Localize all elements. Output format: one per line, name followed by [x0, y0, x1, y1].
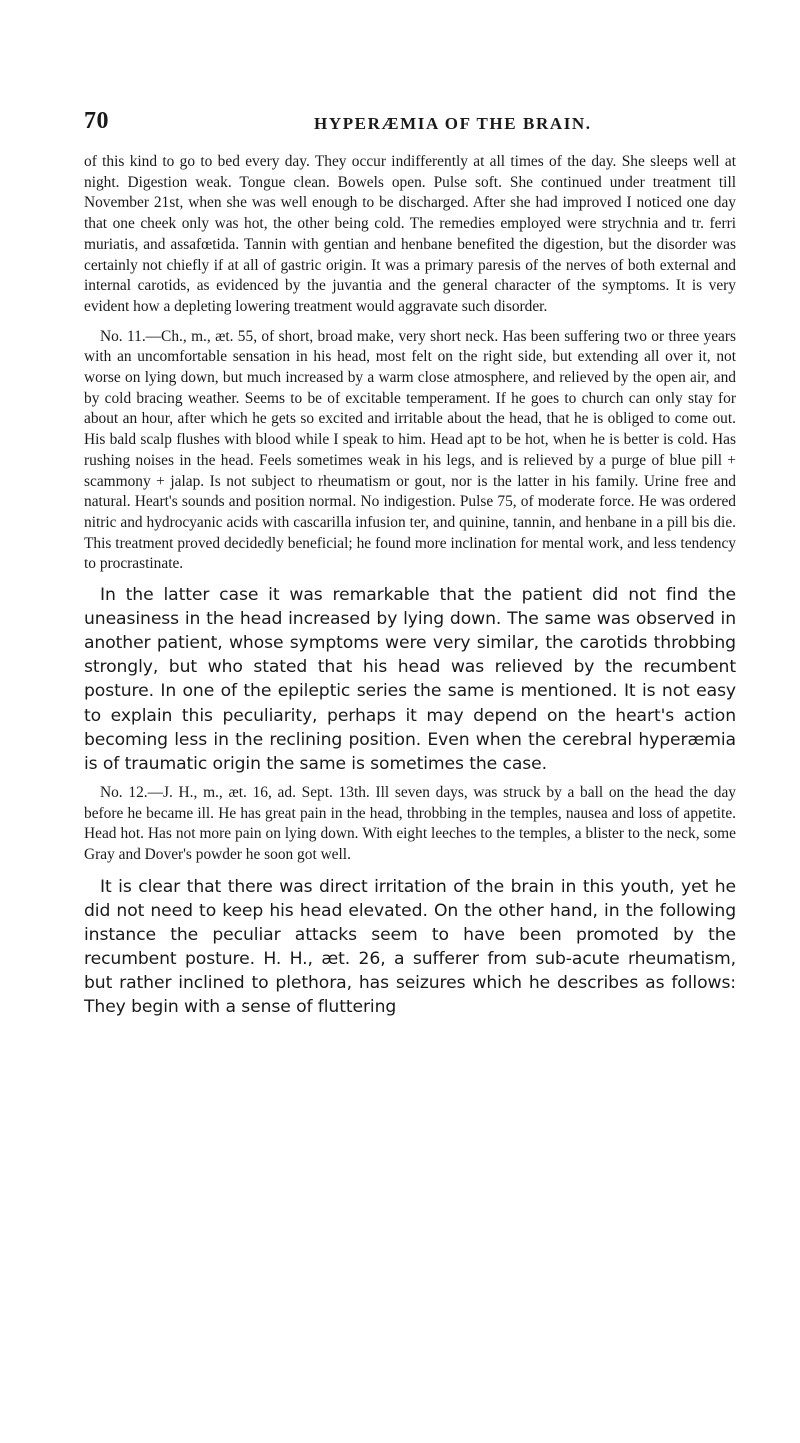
body-text: [84, 152, 736, 1019]
running-head: HYPERÆMIA OF THE BRAIN.: [314, 114, 592, 133]
page-header: [84, 108, 734, 142]
paragraph-commentary-2: It is clear that there was direct irritation of the brain in this youth, yet he did not need to keep his head elevated. On the other hand, in the following instance the peculiar attacks seem to have been promoted by the recumbent posture. H. H., æt. 26, a sufferer from sub-acute rheumatism, but rather inclined to plethora, has seizures which he describes as follows: They begin with a sense of fluttering: [84, 876, 736, 1018]
paragraph-commentary-1: In the latter case it was remarkable that the patient did not find the uneasiness in the head increased by lying down. The same was observed in another patient, whose symptoms were very similar, the carotids throbbing strongly, but who stated that his head was relieved by the recumbent posture. In one of the epileptic series the same is mentioned. It is not easy to explain this peculiarity, perhaps it may depend on the heart's action becoming less in the reclining position. Even when the cerebral hyperæmia is of traumatic origin the same is sometimes the case.: [84, 585, 736, 774]
paragraph-continuation: of this kind to go to bed every day. They occur indifferently at all times of the day. She sleeps well at night. Digestion weak. Tongue clean. Bowels open. Pulse soft. She continued under treatment till November 21st, when she was well enough to be discharged. After she had improved I noticed one day that one cheek only was hot, the other being cold. The remedies employed were strychnia and tr. ferri muriatis, and assafœtida. Tannin with gentian and henbane benefited the digestion, but the disorder was certainly not chiefly if at all of gastric origin. It was a primary paresis of the nerves of both external and internal carotids, as evidenced by the juvantia and the general character of the symptoms. It is very evident how a depleting lowering treatment would aggravate such disorder.: [84, 153, 736, 315]
paragraph-case-11: No. 11.—Ch., m., æt. 55, of short, broad make, very short neck. Has been suffering two or three years with an uncomfortable sensation in his head, most felt on the right side, but extending all over it, not worse on lying down, but much increased by a warm close atmosphere, and relieved by the open air, and by cold bracing weather. Seems to be of excitable temperament. If he goes to church can only stay for about an hour, after which he gets so excited and irritable about the head, that he is obliged to come out. His bald scalp flushes with blood while I speak to him. Head apt to be hot, when he is better is cold. Has rushing noises in the head. Feels sometimes weak in his legs, and is relieved by a purge of blue pill + scammony + jalap. Is not subject to rheumatism or gout, nor is the latter in his family. Urine free and natural. Heart's sounds and position normal. No indigestion. Pulse 75, of moderate force. He was ordered nitric and hydrocyanic acids with cascarilla infusion ter, and quinine, tannin, and henbane in a pill bis die. This treatment proved decidedly beneficial; he found more inclination for mental work, and less tendency to procrastinate.: [84, 327, 736, 573]
paragraph-case-12: No. 12.—J. H., m., æt. 16, ad. Sept. 13th. Ill seven days, was struck by a ball on the head the day before he became ill. He has great pain in the head, throbbing in the temples, nausea and loss of appetite. Head hot. Has not more pain on lying down. With eight leeches to the temples, a blister to the neck, some Gray and Dover's powder he soon got well.: [84, 783, 736, 863]
page-number: 70: [84, 108, 109, 134]
